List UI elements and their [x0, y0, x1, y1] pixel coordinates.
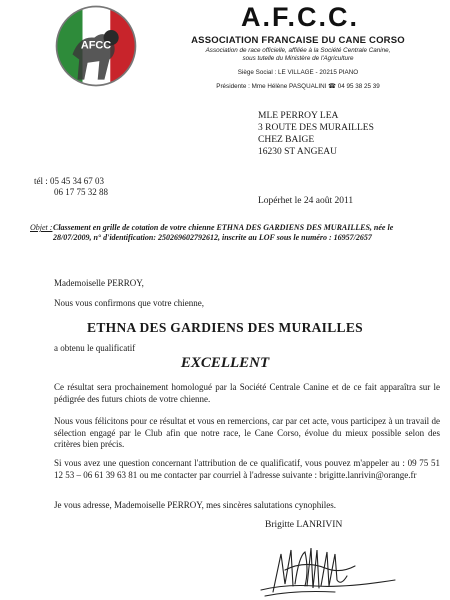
signatory-name: Brigitte LANRIVIN	[265, 520, 343, 530]
association-acronym: A.F.C.C.	[240, 2, 359, 32]
obtained-line: a obtenu le qualificatif	[54, 343, 136, 353]
president-line: Présidente : Mme Hélène PASQUALINI ☎ 04 95 38 25 39	[216, 83, 380, 90]
phone-second: 06 17 75 32 88	[54, 187, 108, 197]
handwritten-signature	[255, 540, 405, 598]
subject-text: Classement en grille de cotation de votre chienne ETHNA DES GARDIENS DES MURAILLES, née le 28/07/2009, n° d'identification: 250269602792612, inscrite au LOF sous le numéro : 16957/2657	[53, 223, 394, 242]
letter-date: Lopérhet le 24 août 2011	[258, 196, 354, 206]
afcc-logo	[54, 4, 138, 88]
confirmation-line: Nous vous confirmons que votre chienne,	[54, 298, 204, 308]
salutation: Mademoiselle PERROY,	[54, 278, 144, 288]
paragraph-contact: Si vous avez une question concernant l'attribution de ce qualificatif, vous pouvez m'appeler au : 09 75 51 12 53 – 06 61 39 63 81 ou me contacter par courriel à l'adresse suivante : brigitte.lanrivin@orange.fr	[54, 458, 440, 480]
paragraph-congratulations: Nous vous félicitons pour ce résultat et vous en remercions, car par cet acte, vous participez à un travail de sélection engagé par le Club afin que notre race, le Cane Corso, évolue du mieux possible selon des critères bien précis.	[54, 416, 440, 449]
recipient-line: CHEZ BAIGE	[258, 135, 315, 145]
recipient-line: 16230 ST ANGEAU	[258, 147, 337, 157]
qualifier: EXCELLENT	[180, 355, 270, 371]
head-office: Siège Social : LE VILLAGE - 20215 PIANO	[237, 69, 359, 76]
logo-text: AFCC	[80, 39, 112, 52]
phone-label: tél : 05 45 34 67 03	[34, 176, 104, 186]
recipient-line: MLE PERROY LEA	[258, 111, 339, 121]
ministry-line: sous tutelle du Ministère de l'Agriculture	[242, 55, 354, 62]
association-name: ASSOCIATION FRANCAISE DU CANE CORSO	[191, 35, 405, 46]
affiliation-line: Association de race officielle, affiliée à la Société Centrale Canine,	[205, 47, 391, 54]
dog-name: ETHNA DES GARDIENS DES MURAILLES	[87, 320, 363, 335]
recipient-line: 3 ROUTE DES MURAILLES	[258, 123, 374, 133]
subject-label: Objet :	[30, 223, 53, 232]
closing-line: Je vous adresse, Mademoiselle PERROY, mes sincères salutations cynophiles.	[54, 500, 337, 510]
paragraph-homologation: Ce résultat sera prochainement homologué par la Société Centrale Canine et de ce fait apparaîtra sur le pédigrée des futurs chiots de votre chienne.	[54, 382, 440, 404]
